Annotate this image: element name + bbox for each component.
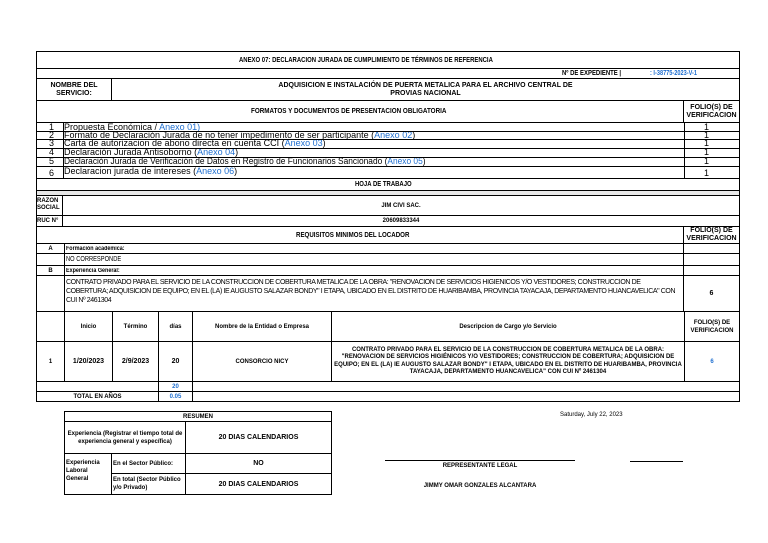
exp-row-folio: 6: [684, 342, 740, 382]
exp-header-termino: Término: [112, 312, 158, 342]
req-b-folio: 6: [684, 276, 740, 312]
req-b-blank: [36, 276, 64, 312]
ruc-value: 20609833344: [62, 216, 740, 227]
resumen-total-label: En total (Sector Público y/o Privado): [111, 474, 185, 495]
total-anos-rest: [192, 392, 740, 402]
item-number: 4: [49, 149, 55, 157]
item-text: Propuesta Económica / Anexo 01): [64, 123, 201, 132]
exp-header-descripcion: Descripcion de Cargo y/o Servicio: [331, 312, 684, 342]
req-a-blank: [36, 254, 64, 266]
expediente-row: [36, 69, 740, 79]
total-dias-rest: [192, 382, 740, 392]
item-folio: 1: [704, 123, 710, 132]
anexo-link[interactable]: Anexo 04: [197, 149, 236, 157]
anexo-link[interactable]: Anexo 01): [159, 123, 201, 132]
item-text: Formato de Declaración Jurada de no tener impedimento de ser participante (Anexo 02): [64, 132, 416, 140]
exp-header-dias: días: [158, 312, 192, 342]
item-number: 3: [49, 140, 55, 148]
exp-header-entidad: Nombre de la Entidad o Empresa: [192, 312, 331, 342]
servicio-value: ADQUISICION E INSTALACIÓN DE PUERTA METALICA PARA EL ARCHIVO CENTRAL DE PROVIAS NACIONAL: [112, 79, 740, 101]
anexo-link[interactable]: Anexo 02: [374, 132, 413, 140]
expediente-label: Nº DE EXPEDIENTE |: [562, 70, 622, 77]
anexo-link[interactable]: Anexo 06: [196, 167, 235, 176]
resumen-exp-value: 20 DIAS CALENDARIOS: [185, 422, 332, 454]
resumen-total-value: 20 DIAS CALENDARIOS: [185, 474, 332, 495]
requisitos-folio-header: FOLIO(S) DE VERIFICACION: [684, 227, 740, 244]
formatos-folio-header: FOLIO(S) DE VERIFICACION: [684, 101, 740, 123]
exp-header-folio: FOLIO(S) DE VERIFICACION: [684, 312, 740, 342]
req-a-label: Formación académica:: [64, 244, 684, 254]
ruc-label: RUC N°: [36, 216, 62, 227]
req-a-letter: A: [36, 244, 64, 254]
list-item: [36, 167, 740, 179]
list-item: [36, 140, 740, 149]
secondary-signature-line: [630, 461, 683, 462]
total-anos-label: TOTAL EN AÑOS: [36, 392, 158, 402]
exp-row-number: 1: [36, 342, 64, 382]
item-folio: 1: [704, 140, 710, 148]
exp-row-inicio: 1/20/2023: [64, 342, 112, 382]
signature-date: Saturday, July 22, 2023: [560, 412, 623, 418]
item-folio: 1: [704, 132, 710, 140]
req-b-folio-blank: [684, 266, 740, 276]
req-b-text: CONTRATO PRIVADO PARA EL SERVICIO DE LA CONSTRUCCION DE COBERTURA METALICA DE LA OBRA: "RENOVACION DE SERVICIOS HIGIENICOS Y/O VESTIDORES; CONSTRUCCION DE COBERTURA; ADQUISICION DE EQUIPO; EN EL (LA) IE AUGUSTO SALAZAR BONDY" I ETAPA, UBICADO EN EL DISTRITO DE HUARIBAMBA, PROVINCIA TAYACAJA, DEPARTAMENTO HUANCAVELICA" CON CUI Nº 2461304: [64, 276, 684, 312]
exp-row-entidad: CONSORCIO NICY: [192, 342, 331, 382]
document-title: [36, 51, 740, 69]
document-title-text: ANEXO 07: DECLARACION JURADA DE CUMPLIMIENTO DE TÉRMINOS DE REFERENCIA: [238, 56, 493, 64]
exp-row-dias: 20: [158, 342, 192, 382]
item-number: 6: [49, 168, 55, 178]
razon-label: RAZON SOCIAL: [36, 196, 62, 216]
total-anos: 0.05: [158, 392, 192, 402]
exp-header-inicio: Inicio: [64, 312, 112, 342]
signature-role: REPRESENTANTE LEGAL: [442, 463, 518, 469]
resumen-title: RESUMEN: [64, 411, 332, 422]
list-item: [36, 158, 740, 167]
item-text: Declaración Jurada de Verificación de Datos en Registro de Funcionarios Sancionado (Anexo 05): [64, 158, 426, 166]
razon-value: JIM CIVI SAC.: [62, 196, 740, 216]
item-text: Declaración Jurada Antisoborno (Anexo 04): [64, 149, 239, 157]
resumen-exp-label: Experiencia (Registrar el tiempo total de experiencia general y específica): [64, 422, 185, 454]
servicio-label: NOMBRE DEL SERVICIO:: [36, 79, 112, 101]
exp-row-termino: 2/9/2023: [112, 342, 158, 382]
signature-line: [385, 460, 575, 461]
req-a-value: NO CORRESPONDE: [64, 254, 684, 266]
expediente-value: : I-38775-2023-V-1: [650, 70, 698, 77]
item-number: 2: [49, 132, 55, 140]
requisitos-header: REQUISITOS MINIMOS DEL LOCADOR: [36, 227, 684, 244]
req-b-label: Experiencia General:: [64, 266, 684, 276]
list-item: [36, 123, 740, 132]
formatos-header: FORMATOS Y DOCUMENTOS DE PRESENTACION OBLIGATORIA: [36, 101, 684, 123]
exp-row-descripcion: CONTRATO PRIVADO PARA EL SERVICIO DE LA CONSTRUCCION DE COBERTURA METALICA DE LA OBRA: "RENOVACION DE SERVICIOS HIGIÉNICOS Y/O VESTIDORES; CONSTRUCCION DE COBERTURA; ADQUISICION DE EQUIPO; EN EL (LA) IE AUGUSTO SALAZAR BONDY" I ETAPA, UBICADO EN EL DISTRITO DE HUARIBAMBA, PROVINCIA TAYACAJA, DEPARTAMENTO HUANCAVELICA" CON CUI Nº 2461304: [331, 342, 684, 382]
item-folio: 1: [704, 149, 710, 157]
list-item: [36, 132, 740, 140]
list-item: [36, 149, 740, 158]
resumen-publico-value: NO: [185, 454, 332, 474]
anexo-link[interactable]: Anexo 05: [387, 158, 423, 166]
req-b-letter: B: [36, 266, 64, 276]
signature-name: JIMMY OMAR GONZALES ALCANTARA: [423, 483, 537, 489]
resumen-publico-label: En el Sector Público:: [111, 454, 185, 474]
anexo-link[interactable]: Anexo 03: [284, 140, 323, 148]
total-dias-blank: [36, 382, 158, 392]
item-folio: 1: [704, 168, 710, 178]
total-dias: 20: [158, 382, 192, 392]
req-a-folio-blank: [684, 244, 740, 254]
resumen-laboral-label: Experiencia Laboral General: [64, 454, 111, 495]
item-number: 1: [49, 123, 55, 132]
item-text: Carta de autorizacion de abono directa en cuenta CCI (Anexo 03): [64, 140, 326, 148]
hoja-title: HOJA DE TRABAJO: [36, 179, 740, 191]
req-a-value-folio-blank: [684, 254, 740, 266]
item-text: Declaracion jurada de intereses (Anexo 06): [64, 167, 238, 176]
exp-corner: [36, 312, 64, 342]
item-number: 5: [49, 158, 55, 166]
item-folio: 1: [704, 158, 710, 166]
